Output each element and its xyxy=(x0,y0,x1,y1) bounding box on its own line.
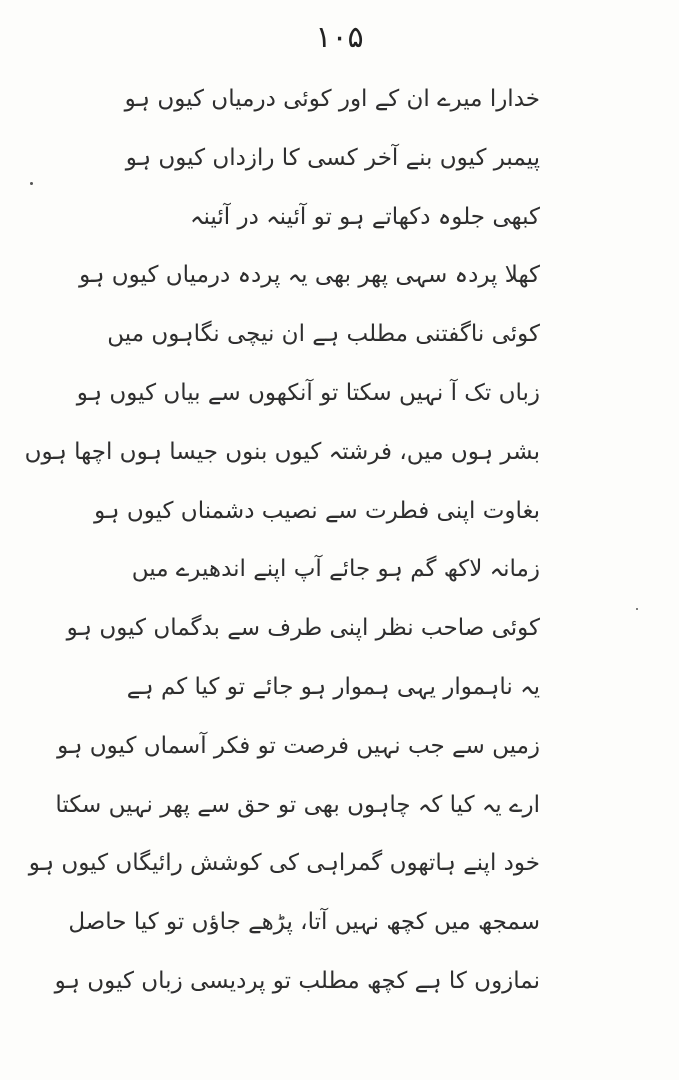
poem-line-5: کوئی ناگفتنی مطلب ہے ان نیچی نگاہوں میں xyxy=(107,321,540,348)
page-number: ۱۰۵ xyxy=(315,20,364,55)
poem-line-4: کھلا پردہ سہی پھر بھی یہ پردہ درمیاں کیوں ہو xyxy=(79,262,540,289)
poem-line-3: کبھی جلوہ دکھاتے ہو تو آئینہ در آئینہ xyxy=(190,203,540,230)
poem-line-1: خدارا میرے ان کے اور کوئی درمیاں کیوں ہو xyxy=(124,86,540,112)
poem-line-10: کوئی صاحب نظر اپنی طرف سے بدگماں کیوں ہو xyxy=(66,615,540,642)
poem-line-6: زباں تک آ نہیں سکتا تو آنکھوں سے بیاں کیوں ہو xyxy=(76,379,540,406)
poem-line-15: سمجھ میں کچھ نہیں آتا، پڑھے جاؤں تو کیا حاصل xyxy=(68,909,540,936)
poem-line-8: بغاوت اپنی فطرت سے نصیب دشمناں کیوں ہو xyxy=(94,497,540,524)
poem-line-11: یہ ناہموار یہی ہموار ہو جائے تو کیا کم ہے xyxy=(126,673,540,700)
poem-line-16: نمازوں کا ہے کچھ مطلب تو پردیسی زباں کیوں ہو xyxy=(54,967,540,994)
poem-line-7: بشر ہوں میں، فرشتہ کیوں بنوں جیسا ہوں اچھا ہوں xyxy=(24,438,540,465)
poem-line-14: خود اپنے ہاتھوں گمراہی کی کوشش رائیگاں کیوں ہو xyxy=(28,850,540,877)
ink-speck xyxy=(636,608,638,610)
poem-lines xyxy=(24,70,540,1011)
poem-line-9: زمانہ لاکھ گم ہو جائے آپ اپنے اندھیرے میں xyxy=(131,556,540,583)
poem-line-2: پیمبر کیوں بنے آخر کسی کا رازداں کیوں ہو xyxy=(125,144,540,171)
ink-speck xyxy=(30,182,33,185)
poem-line-12: زمیں سے جب نہیں فرصت تو فکر آسماں کیوں ہو xyxy=(57,732,540,759)
poem-line-13: ارے یہ کیا کہ چاہوں بھی تو حق سے پھر نہیں سکتا xyxy=(55,791,540,818)
